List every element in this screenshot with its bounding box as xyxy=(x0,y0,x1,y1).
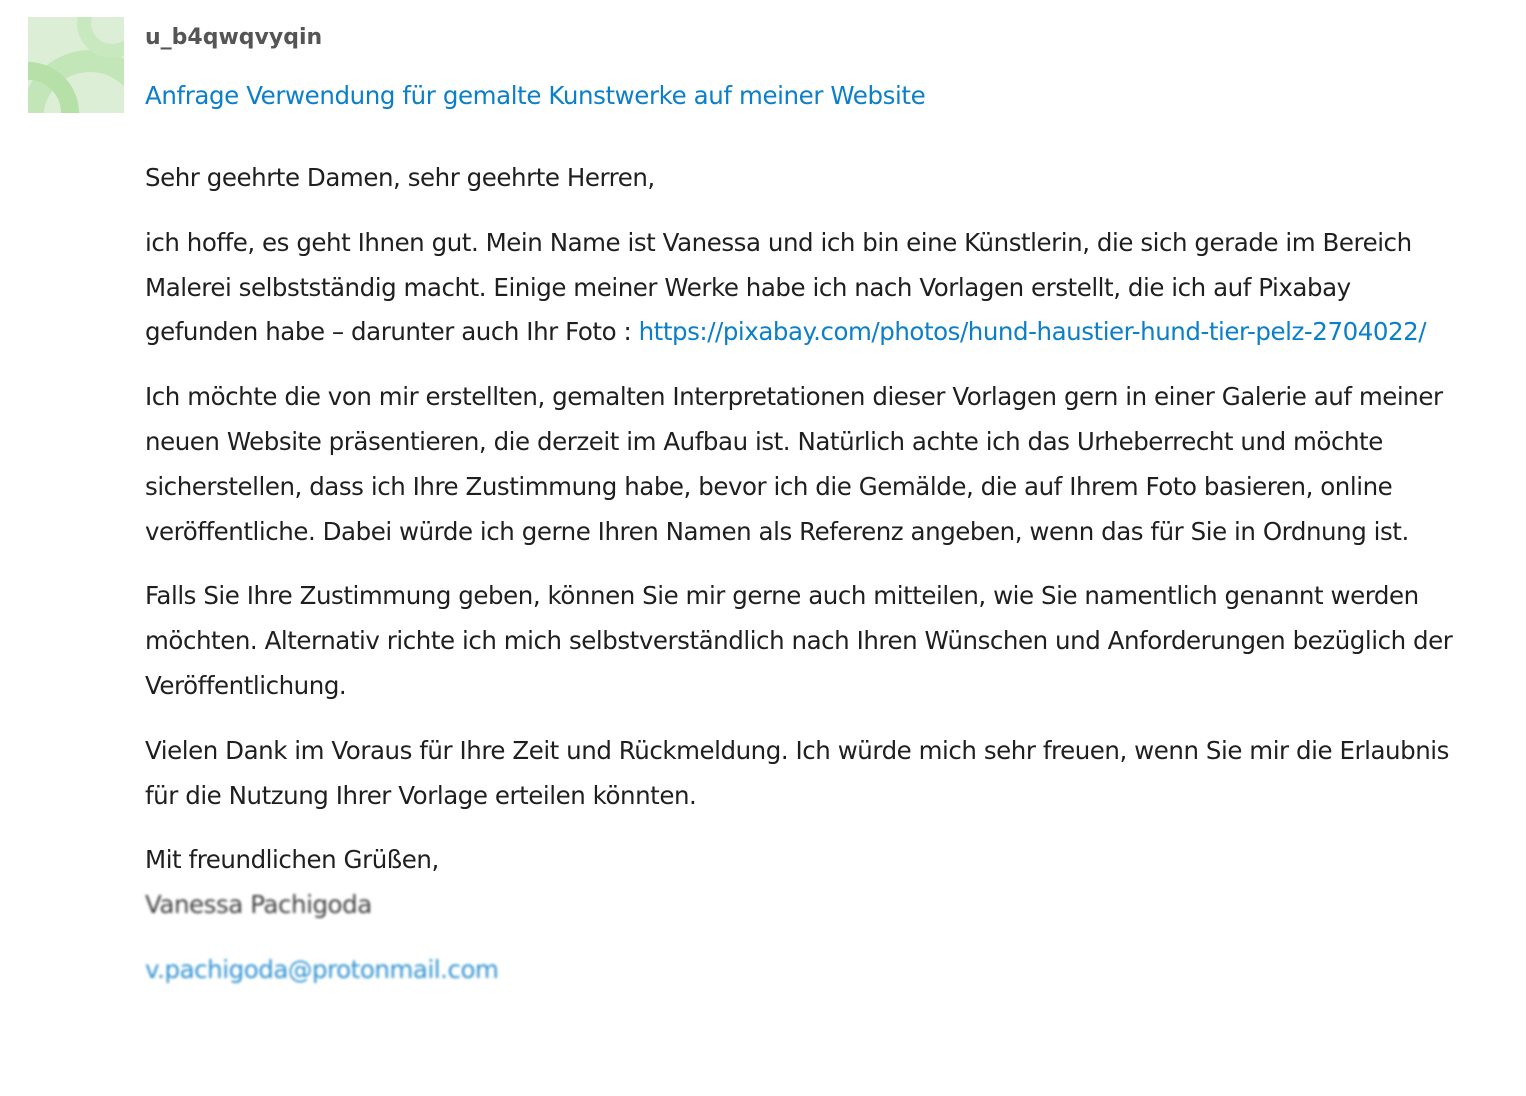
message-header xyxy=(145,22,1486,113)
username[interactable]: u_b4qwqvyqin xyxy=(145,25,323,50)
signature-name: Vanessa Pachigoda xyxy=(145,890,372,920)
paragraph-request: Ich möchte die von mir erstellten, gemalten Interpretationen dieser Vorlagen gern in einer Galerie auf meiner neuen Website präsentieren, die derzeit im Aufbau ist. Natürlich achte ich das Urheberrecht und möchte sicherstellen, dass ich Ihre Zustimmung habe, bevor ich die Gemälde, die auf Ihrem Foto basieren, online veröffentliche. Dabei würde ich gerne Ihren Namen als Referenz angeben, wenn das für Sie in Ordnung ist. xyxy=(145,382,1443,546)
paragraph-thanks: Vielen Dank im Voraus für Ihre Zeit und Rückmeldung. Ich würde mich sehr freuen, wenn Sie mir die Erlaubnis für die Nutzung Ihrer Vorlage erteilen könnten. xyxy=(145,735,1449,810)
avatar-pattern-icon xyxy=(28,17,124,113)
pixabay-photo-link[interactable]: https://pixabay.com/photos/hund-haustier-hund-tier-pelz-2704022/ xyxy=(638,317,1427,347)
message-subject[interactable]: Anfrage Verwendung für gemalte Kunstwerke auf meiner Website xyxy=(145,81,926,110)
signature-block xyxy=(145,838,1455,928)
signature-email-link[interactable]: v.pachigoda@protonmail.com xyxy=(145,954,499,984)
message-body xyxy=(145,156,1455,993)
avatar xyxy=(28,17,124,113)
paragraph-intro xyxy=(145,221,1455,355)
paragraph-consent: Falls Sie Ihre Zustimmung geben, können Sie mir gerne auch mitteilen, wie Sie namentlich genannt werden möchten. Alternativ richte ich mich selbstverständlich nach Ihren Wünschen und Anforderungen bezüglich der Veröffentlichung. xyxy=(145,581,1453,700)
paragraph-intro-text: ich hoffe, es geht Ihnen gut. Mein Name ist Vanessa und ich bin eine Künstlerin, die sich gerade im Bereich Malerei selbstständig macht. Einige meiner Werke habe ich nach Vorlagen erstellt, die ich auf Pixabay gefunden habe – darunter auch Ihr Foto : xyxy=(145,227,1412,347)
greeting: Sehr geehrte Damen, sehr geehrte Herren, xyxy=(145,163,655,192)
closing: Mit freundlichen Grüßen, xyxy=(145,845,439,875)
